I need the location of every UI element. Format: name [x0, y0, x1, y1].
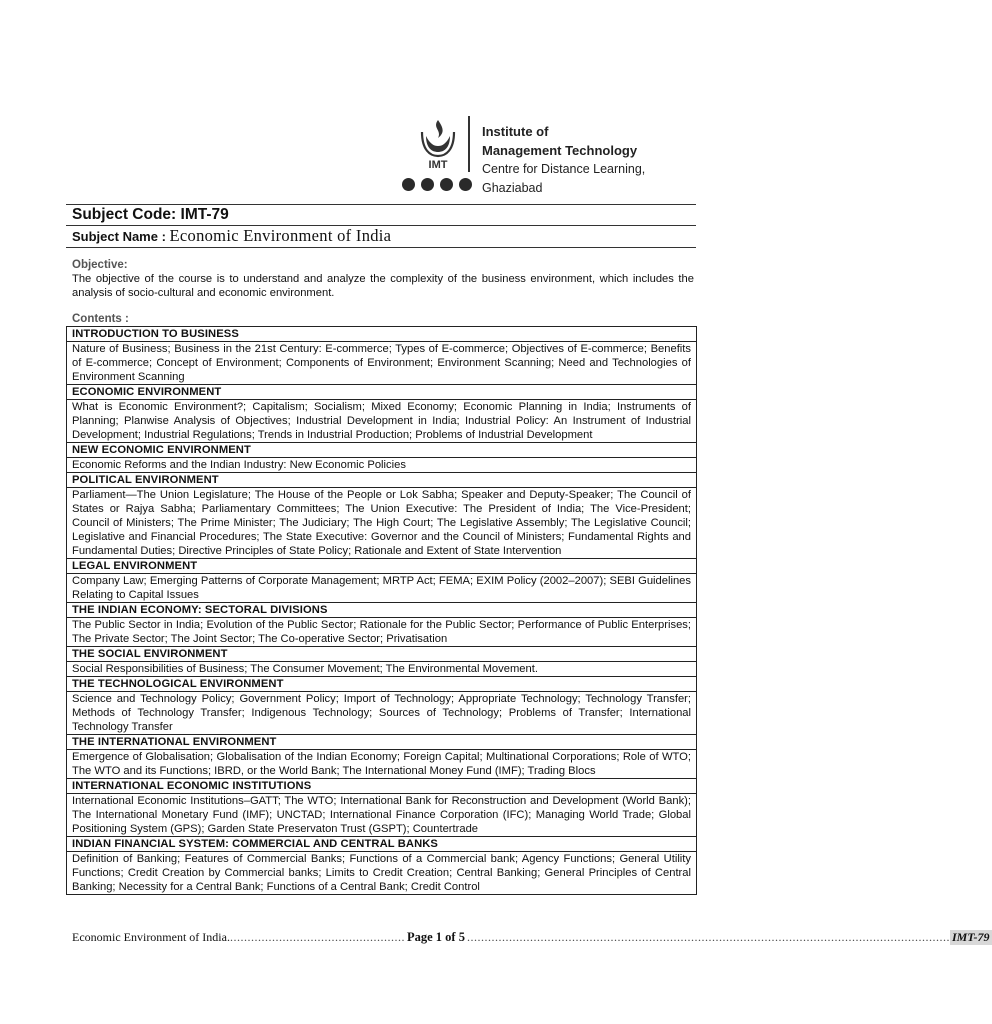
section-heading: INDIAN FINANCIAL SYSTEM: COMMERCIAL AND CENTRAL BANKS — [67, 837, 697, 852]
section-heading-row — [67, 603, 697, 618]
section-body: International Economic Institutions–GATT; The WTO; International Bank for Reconstruction and Development (World Bank); The International Monetary Fund (IMF); UNCTAD; International Finance Corporation (IFC); Managing World Trade; Global Positioning System (GPS); Garden State Preservaton Trust (GSPT); Countertrade — [67, 794, 697, 837]
section-heading: NEW ECONOMIC ENVIRONMENT — [67, 443, 697, 458]
section-body-row — [67, 794, 697, 837]
section-heading: THE SOCIAL ENVIRONMENT — [67, 647, 697, 662]
top-rule — [66, 204, 696, 205]
footer-leader-dots: .................................................. — [229, 930, 405, 944]
section-body-row — [67, 750, 697, 779]
footer-subject-code: IMT-79 — [951, 930, 990, 944]
subject-name-rule — [66, 247, 696, 248]
logo-dot — [421, 178, 434, 191]
section-body-row — [67, 342, 697, 385]
imt-emblem-icon — [418, 118, 458, 170]
section-body: Economic Reforms and the Indian Industry: New Economic Policies — [67, 458, 697, 473]
subject-name-value: Economic Environment of India — [169, 226, 392, 245]
logo-dots — [402, 178, 472, 191]
section-heading-row — [67, 837, 697, 852]
section-body-row — [67, 692, 697, 735]
section-body: Company Law; Emerging Patterns of Corporate Management; MRTP Act; FEMA; EXIM Policy (2002–2007); SEBI Guidelines Relating to Capital Issues — [67, 574, 697, 603]
section-body: The Public Sector in India; Evolution of the Public Sector; Rationale for the Public Sector; Performance of Public Enterprises; The Private Sector; The Joint Sector; The Co-operative Sector; Privatisation — [67, 618, 697, 647]
section-heading-row — [67, 559, 697, 574]
section-body-row — [67, 662, 697, 677]
section-body-row — [67, 574, 697, 603]
logo-dot — [459, 178, 472, 191]
logo-mark-text: IMT — [428, 159, 448, 171]
footer-leader-dots: .......................................................................................................................................... — [466, 930, 950, 944]
section-body: Social Responsibilities of Business; The Consumer Movement; The Environmental Movement. — [67, 662, 697, 677]
section-heading: LEGAL ENVIRONMENT — [67, 559, 697, 574]
section-heading: INTRODUCTION TO BUSINESS — [67, 327, 697, 342]
section-heading: THE TECHNOLOGICAL ENVIRONMENT — [67, 677, 697, 692]
subject-name — [72, 226, 391, 246]
section-body: Definition of Banking; Features of Commercial Banks; Functions of a Commercial bank; Agency Functions; General Utility Functions; Credit Creation by Commercial banks; Limits to Credit Creation; Central Banking; General Principles of Central Banking; Necessity for a Central Bank; Functions of a Central Bank; Credit Control — [67, 852, 697, 895]
section-body-row — [67, 488, 697, 559]
logo-divider — [468, 116, 470, 172]
contents-label: Contents : — [72, 313, 129, 325]
section-heading-row — [67, 327, 697, 342]
subject-code: Subject Code: IMT-79 — [72, 206, 229, 223]
institute-line-1: Institute of — [482, 124, 549, 139]
section-body-row — [67, 852, 697, 895]
section-body: Parliament—The Union Legislature; The House of the People or Lok Sabha; Speaker and Deputy-Speaker; The Council of States or Rajya Sabha; Parliamentary Committees; The Union Executive: The President of India; The Vice-President; Council of Ministers; The Prime Minister; The Judiciary; The High Court; The Legislative Assembly; The Legislative Council; Legislative and Financial Procedures; The State Executive: Governor and the Council of Ministers; Fundamental Rights and Fundamental Duties; Directive Principles of State Policy; Rationale and Extent of State Intervention — [67, 488, 697, 559]
section-body: Emergence of Globalisation; Globalisation of the Indian Economy; Foreign Capital; Multinational Corporations; Role of WTO; The WTO and its Functions; IBRD, or the World Bank; The International Money Fund (IMF); Trading Blocs — [67, 750, 697, 779]
contents-table — [66, 326, 697, 895]
section-heading-row — [67, 385, 697, 400]
section-body-row — [67, 400, 697, 443]
section-heading: INTERNATIONAL ECONOMIC INSTITUTIONS — [67, 779, 697, 794]
section-heading: POLITICAL ENVIRONMENT — [67, 473, 697, 488]
institute-name — [482, 122, 700, 198]
objective-text: The objective of the course is to understand and analyze the complexity of the business environment, which includes the analysis of socio-cultural and economic environment. — [72, 273, 694, 299]
section-heading-row — [67, 779, 697, 794]
footer-subject: Economic Environment of India. — [72, 930, 230, 944]
section-body: Science and Technology Policy; Government Policy; Import of Technology; Appropriate Technology; Technology Transfer; Methods of Technology Transfer; Indigenous Technology; Sources of Technology; Problems of Transfer; International Technology Transfer — [67, 692, 697, 735]
institute-logo-block — [400, 114, 700, 194]
section-heading-row — [67, 443, 697, 458]
section-body-row — [67, 458, 697, 473]
section-heading: ECONOMIC ENVIRONMENT — [67, 385, 697, 400]
section-body-row — [67, 618, 697, 647]
section-body: What is Economic Environment?; Capitalism; Socialism; Mixed Economy; Economic Planning in India; Instruments of Planning; Planwise Analysis of Objectives; Industrial Development in India; Industrial Policy: An Instrument of Industrial Development; Industrial Regulations; Trends in Industrial Production; Problems of Industrial Development — [67, 400, 697, 443]
institute-line-3: Centre for Distance Learning, Ghaziabad — [482, 162, 646, 195]
section-heading-row — [67, 473, 697, 488]
section-heading-row — [67, 735, 697, 750]
logo-dot — [440, 178, 453, 191]
page-footer — [72, 930, 990, 948]
section-heading-row — [67, 677, 697, 692]
institute-line-2: Management Technology — [482, 143, 638, 158]
subject-name-label: Subject Name : — [72, 229, 170, 244]
objective-label: Objective: — [72, 259, 128, 271]
section-heading-row — [67, 647, 697, 662]
section-heading: THE INDIAN ECONOMY: SECTORAL DIVISIONS — [67, 603, 697, 618]
logo-dot — [402, 178, 415, 191]
section-heading: THE INTERNATIONAL ENVIRONMENT — [67, 735, 697, 750]
footer-page-number: Page 1 of 5 — [406, 930, 465, 944]
section-body: Nature of Business; Business in the 21st Century: E-commerce; Types of E-commerce; Objectives of E-commerce; Benefits of E-commerce; Concept of Environment; Components of Environment; Environment Scanning; Need and Technologies of Environment Scanning — [67, 342, 697, 385]
